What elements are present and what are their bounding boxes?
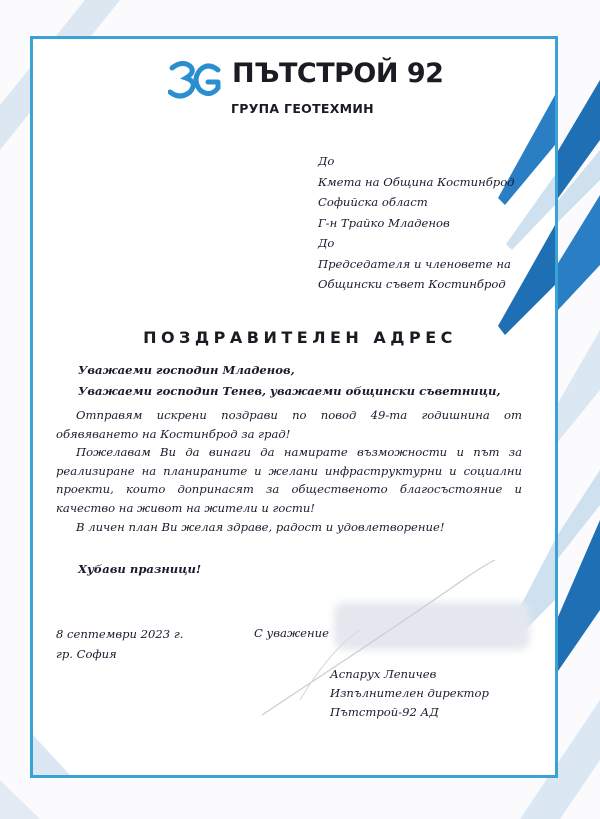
recipient-line: Общински съвет Костинброд — [318, 277, 506, 291]
group-name: ГРУПА ГЕОТЕХМИН — [231, 101, 374, 116]
brand-name: ПЪТСТРОЙ 92 — [232, 58, 444, 89]
date-place-block — [56, 624, 183, 664]
document-title: ПОЗДРАВИТЕЛЕН АДРЕС — [143, 328, 457, 347]
recipient-block — [318, 151, 515, 295]
regards-text: С уважение — [254, 626, 329, 640]
recipient-line: Г-н Трайко Младенов — [318, 215, 450, 230]
recipient-line: Председателя и членовете на — [318, 256, 511, 271]
company-logo — [168, 56, 444, 126]
closing-line: Хубави празници! — [78, 562, 202, 576]
recipient-line: Софийска област — [318, 195, 428, 209]
recipient-line: До — [318, 236, 335, 250]
inner-stripe-5 — [33, 735, 70, 775]
salutation-line: Уважаеми господин Тенев, уважаеми общински съветници, — [78, 384, 501, 398]
body-paragraph: Пожелавам Ви да винаги да намирате възможности и път за реализиране на планираните и желани инфраструктурни и социални проекти, които допринасят за общественото благосъстояние и качество на живот на жители и гости! — [56, 445, 522, 515]
recipient-line: Кмета на Община Костинброд — [318, 174, 515, 189]
body-paragraph: В личен план Ви желая здраве, радост и удовлетворение! — [76, 519, 445, 534]
signer-company: Пътстрой-92 АД — [330, 705, 439, 719]
letter-date: 8 септември 2023 г. — [56, 627, 184, 641]
letter-body — [56, 406, 522, 536]
logo-mark-icon — [168, 60, 224, 100]
salutation-line: Уважаеми господин Младенов, — [78, 363, 295, 377]
recipient-line: До — [318, 154, 335, 168]
redacted-signature — [334, 602, 530, 650]
body-paragraph: Отправям искрени поздрави по повод 49-та годишнина от обявяването на Костинброд за град! — [56, 408, 522, 441]
signer-position: Изпълнителен директор — [330, 686, 489, 700]
signer-name: Аспарух Лепичев — [330, 667, 437, 681]
salutation-block — [78, 360, 501, 402]
signer-block — [330, 665, 489, 722]
letter-place: гр. София — [56, 647, 117, 661]
